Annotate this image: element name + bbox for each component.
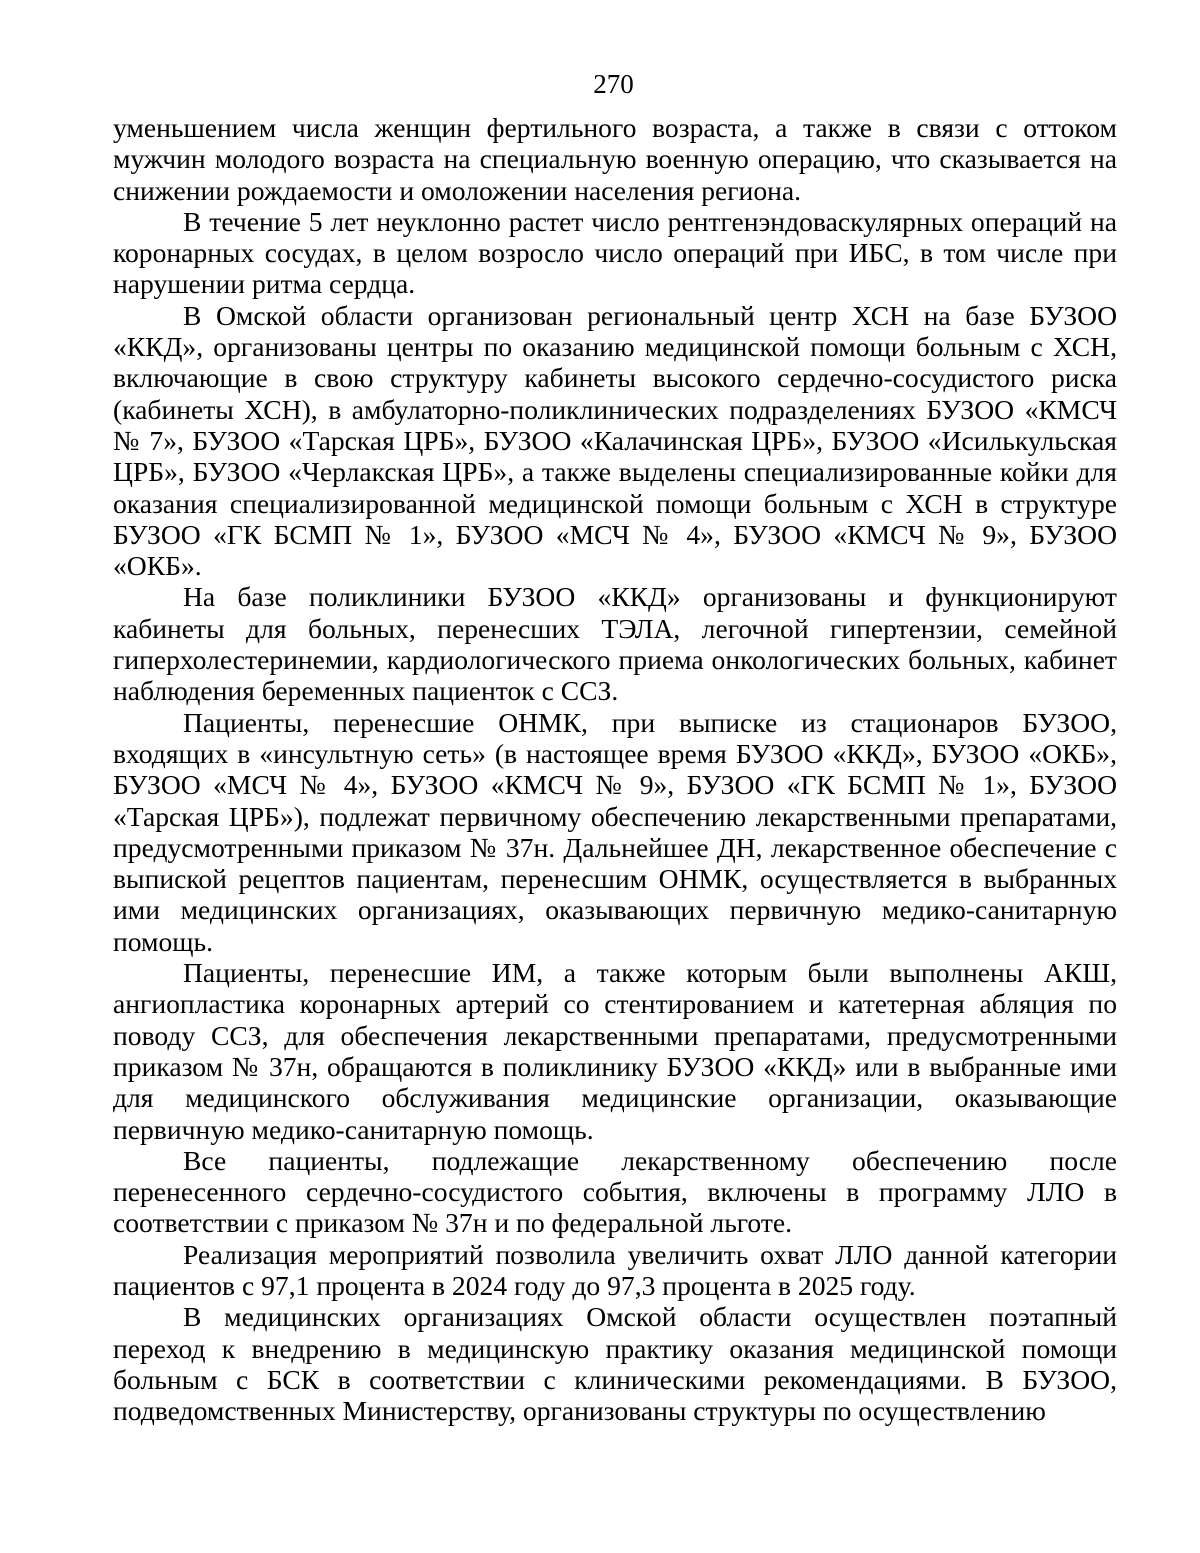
paragraph: Реализация мероприятий позволила увеличить охват ЛЛО данной категории пациентов с 97,1 процента в 2024 году до 97,3 процента в 2025 году. xyxy=(113,1238,1117,1301)
paragraph: Пациенты, перенесшие ОНМК, при выписке из стационаров БУЗОО, входящих в «инсультную сеть» (в настоящее время БУЗОО «ККД», БУЗОО «ОКБ», БУЗОО «МСЧ № 4», БУЗОО «КМСЧ № 9», БУЗОО «ГК БСМП № 1», БУЗОО «Тарская ЦРБ»), подлежат первичному обеспечению лекарственными препаратами, предусмотренными приказом № 37н. Дальнейшее ДН, лекарственное обеспечение с выпиской рецептов пациентам, перенесшим ОНМК, осуществляется в выбранных ими медицинских организациях, оказывающих первичную медико-санитарную помощь. xyxy=(113,706,1117,957)
paragraph: Пациенты, перенесшие ИМ, а также которым были выполнены АКШ, ангиопластика коронарных артерий со стентированием и катетерная абляция по поводу ССЗ, для обеспечения лекарственными препаратами, предусмотренными приказом № 37н, обращаются в поликлинику БУЗОО «ККД» или в выбранные ими для медицинского обслуживания медицинские организации, оказывающие первичную медико-санитарную помощь. xyxy=(113,957,1117,1145)
paragraph: На базе поликлиники БУЗОО «ККД» организованы и функционируют кабинеты для больных, перенесших ТЭЛА, легочной гипертензии, семейной гиперхолестеринемии, кардиологического приема онкологических больных, кабинет наблюдения беременных пациенток с ССЗ. xyxy=(113,581,1117,707)
paragraph: В течение 5 лет неуклонно растет число рентгенэндоваскулярных операций на коронарных сосудах, в целом возросло число операций при ИБС, в том числе при нарушении ритма сердца. xyxy=(113,205,1117,300)
page-number: 270 xyxy=(593,69,634,99)
paragraph: Все пациенты, подлежащие лекарственному обеспечению после перенесенного сердечно-сосудистого события, включены в программу ЛЛО в соответствии с приказом № 37н и по федеральной льготе. xyxy=(113,1144,1117,1239)
paragraph-continued: уменьшением числа женщин фертильного возраста, а также в связи с оттоком мужчин молодого возраста на специальную военную операцию, что сказывается на снижении рождаемости и омоложении населения региона. xyxy=(113,112,1117,206)
paragraph: В Омской области организован региональный центр ХСН на базе БУЗОО «ККД», организованы центры по оказанию медицинской помощи больным с ХСН, включающие в свою структуру кабинеты высокого сердечно-сосудистого риска (кабинеты ХСН), в амбулаторно-поликлинических подразделениях БУЗОО «КМСЧ № 7», БУЗОО «Тарская ЦРБ», БУЗОО «Калачинская ЦРБ», БУЗОО «Исилькульская ЦРБ», БУЗОО «Черлакская ЦРБ», а также выделены специализированные койки для оказания специализированной медицинской помощи больным с ХСН в структуре БУЗОО «ГК БСМП № 1», БУЗОО «МСЧ № 4», БУЗОО «КМСЧ № 9», БУЗОО «ОКБ». xyxy=(113,299,1117,582)
paragraph: В медицинских организациях Омской области осуществлен поэтапный переход к внедрению в медицинскую практику оказания медицинской помощи больным с БСК в соответствии с клиническими рекомендациями. В БУЗОО, подведомственных Министерству, организованы структуры по осуществлению xyxy=(113,1301,1117,1427)
document-body xyxy=(113,112,1117,1426)
